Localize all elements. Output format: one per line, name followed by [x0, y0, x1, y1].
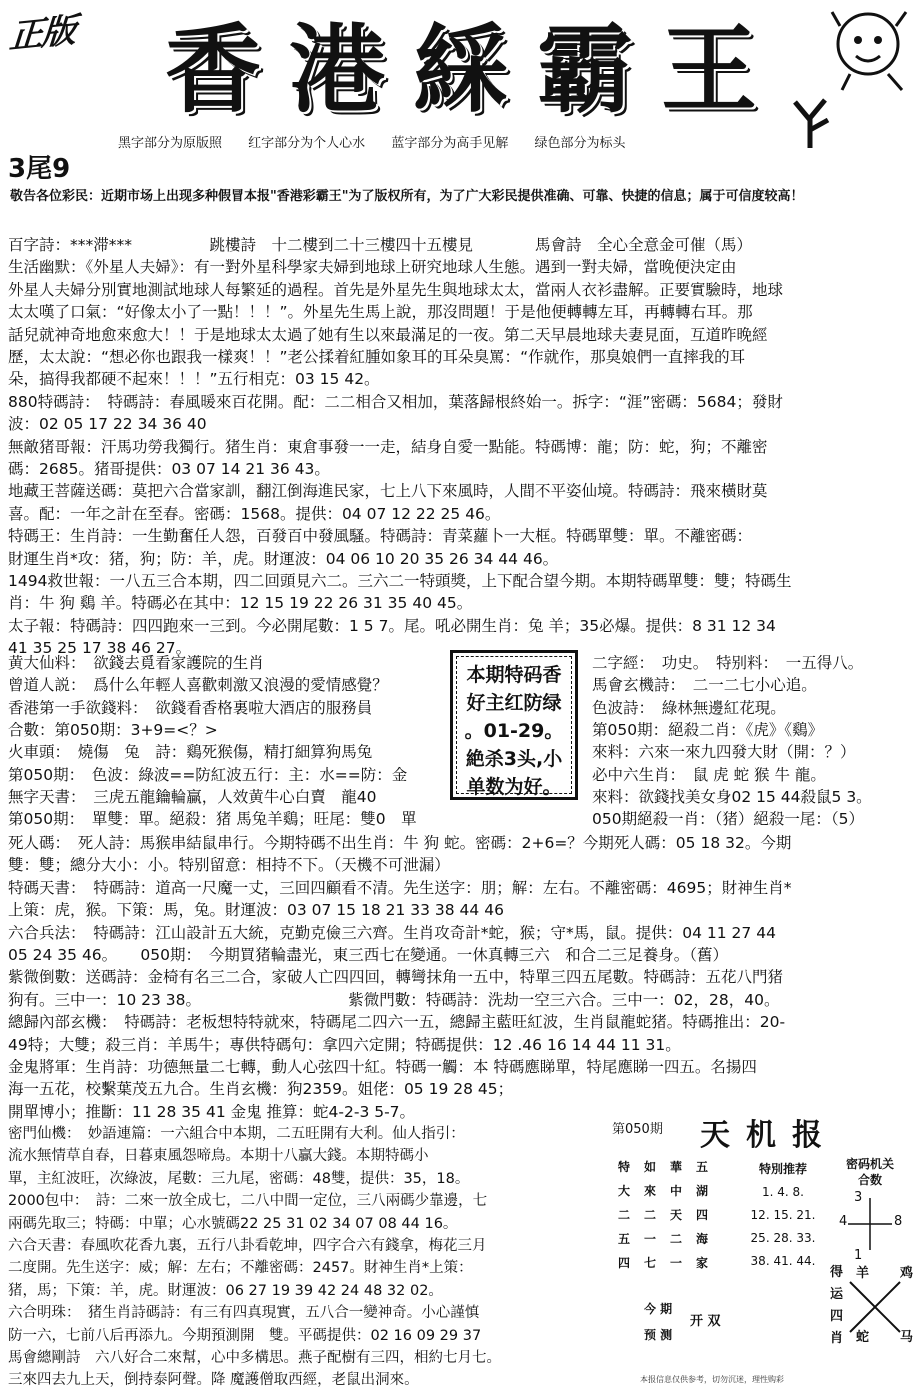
- tianji-title: 天机报: [700, 1118, 838, 1153]
- text-line: 外星人夫婦分別實地測試地球人每繁延的過程。首先是外星先生與地球太太，當兩人衣衫盡解。正要實驗時，地球: [8, 280, 784, 299]
- recommend-block: [748, 1158, 818, 1273]
- special-box: [450, 650, 578, 800]
- grid-char: 七: [644, 1256, 657, 1270]
- bottom-line: 2000包中： 詩：二來一放全成七，二八中間一定位，三八兩碼少靠邊，七: [8, 1193, 488, 1210]
- recommend-value: 12. 15. 21.: [750, 1208, 816, 1222]
- recommend-value: 38. 41. 44.: [750, 1254, 816, 1268]
- right-col-line: 來料：六來一來九四發大財（開：？）: [592, 743, 856, 762]
- recommend-title: 特別推荐: [758, 1162, 807, 1176]
- mima-num: 1: [854, 1248, 863, 1263]
- bottom-line: 猪，馬；下策：羊，虎。財運波：06 27 19 39 42 24 48 32 02。: [8, 1282, 443, 1299]
- logo-text: 正版: [7, 10, 76, 58]
- bottom-line: 流水無情草自春，日暮東風怨啼鳥。本期十八贏大錢。本期特碼小: [8, 1148, 429, 1165]
- predict-label: 今 期: [644, 1302, 673, 1316]
- cross-figure: [840, 1192, 903, 1252]
- grid-char: 二: [618, 1208, 631, 1222]
- grid-char: 家: [696, 1256, 709, 1270]
- cross-label: 肖: [830, 1331, 844, 1346]
- grid-char: 華: [670, 1160, 683, 1174]
- right-col-line: 必中六生肖： 鼠 虎 蛇 猴 牛 龍。: [592, 765, 826, 784]
- text-line: 朵，搞得我都硬不起來！！！”五行相克：03 15 42。: [8, 370, 380, 389]
- cross-label: 运: [830, 1287, 844, 1302]
- mima-num: 4: [839, 1214, 848, 1229]
- cross-label: 羊: [856, 1266, 870, 1281]
- mima-block: [830, 1156, 910, 1188]
- text-line: 05 24 35 46。 050期： 今期買猪輪盡光，東三西七在變通。一休真轉三六 和合二三足養身。（舊）: [8, 946, 729, 964]
- legend-item: 绿色部分为标头: [534, 136, 626, 151]
- right-col-line: 050期絕殺一肖：（猪）絕殺一尾：（5）: [592, 810, 864, 829]
- predict-value: 开 双: [690, 1314, 721, 1329]
- bottom-line: 六合明珠： 猪生肖詩碼詩：有三有四真現實，五八合一變神奇。小心謹慎: [8, 1305, 480, 1322]
- text-line: 碼：2685。猪哥提供：03 07 14 21 36 43。: [8, 460, 330, 478]
- right-col-line: 第050期：絕殺二肖：《虎》《鷄》: [592, 720, 824, 739]
- box-line: 本期特码香: [466, 664, 562, 686]
- mima-num: 3: [854, 1190, 863, 1205]
- mima-title: 密码机关: [845, 1157, 894, 1171]
- mascot-icon: [828, 6, 910, 92]
- text-line: 歷，太太說：“想必你也跟我一樣爽！！”老公揉着紅腫如象耳的耳朵臭罵：“作就作，那臭娘們一直摔我的耳: [8, 348, 746, 366]
- bottom-line: 馬會總剛詩 六八好合二來幫，心中多構思。燕子配樹有三四，相約七月七。: [8, 1350, 501, 1366]
- text-line: 死人碼： 死人詩：馬猴串結鼠串行。今期特碼不出生肖：牛 狗 蛇。密碼：2+6=？今期死人碼：05 18 32。今期: [8, 834, 792, 852]
- text-line: 話兒就神奇地愈來愈大！！于是地球太太過了她有生以來最滿足的一夜。第二天早晨地球夫妻見面，互道昨晚經: [8, 325, 768, 344]
- left-col-line: 第050期： 單雙：單。絕殺：猪 馬兔羊鷄；旺尾：雙0 單: [8, 810, 417, 829]
- cross-col-left: [830, 1262, 843, 1350]
- bottom-line: 兩碼先取三；特碼：中單；心水號碼22 25 31 02 34 07 08 44 16。: [8, 1215, 458, 1232]
- grid-char: 大: [618, 1184, 631, 1198]
- left-col-line: 火車頭： 燒傷 兔 詩：鷄死猴傷，精打細算狗馬兔: [8, 743, 373, 762]
- text-line: 金鬼將軍：生肖詩：功德無量二七轉，動人心弦四十紅。特碼一觸：本 特碼應睇單，特尾應睇一四五。名揚四: [8, 1058, 757, 1076]
- grid-char: 四: [696, 1208, 709, 1222]
- left-col-line: 合數：第050期：3+9=<？>: [8, 720, 218, 739]
- box-line: 单数为好。: [466, 776, 562, 798]
- cross-label: 马: [900, 1330, 914, 1345]
- text-line: 海一五花，校繫葉茂五九合。生肖玄機：狗2359。姐佬：05 19 28 45；: [8, 1080, 514, 1099]
- text-line: 開單博小；推斷：11 28 35 41 金鬼 推算：蛇4-2-3 5-7。: [8, 1102, 416, 1121]
- grid-char: 中: [670, 1184, 683, 1198]
- text-line: 雙：雙；總分大小：小。特别留意：相持不下。（天機不可泄漏）: [8, 856, 450, 875]
- left-col-line: 第050期： 色波：綠波==防紅波五行：主：水==防：金: [8, 765, 408, 784]
- grid-char: 天: [670, 1208, 683, 1222]
- bottom-line: 三來四去九上天，倒持泰阿聲。降 魔護僧取西經，老鼠出洞來。: [8, 1372, 419, 1389]
- predict-label: 预 测: [644, 1328, 673, 1342]
- text-line: 生活幽默：《外星人夫婦》：有一對外星科學家夫婦到地球上研究地球人生態。遇到一對夫婦，當晚便決定由: [8, 258, 737, 277]
- legend-item: 红字部分为个人心水: [248, 136, 366, 151]
- cross-label: 四: [830, 1309, 844, 1324]
- legend-item: 黑字部分为原版照: [118, 136, 223, 151]
- text-line: 880特碼詩： 特碼詩：春風暖來百花開。配：二二相合又相加，葉落歸根終始一。拆字：“涯”密碼：5684；發財: [8, 392, 783, 411]
- tianji-grid: [618, 1158, 726, 1278]
- right-col-line: 馬會玄機詩： 二一二七小心追。: [592, 676, 817, 695]
- text-line: 財運生肖*攻：猪，狗；防：羊，虎。財運波：04 06 10 20 35 26 34 44 46。: [8, 549, 559, 568]
- box-line: 。01-29。: [464, 720, 564, 742]
- right-col-line: 二字經： 功史。 特别料： 一五得八。: [592, 654, 864, 672]
- bottom-line: 二度開。先生送字：威；解：左右；不離密碼：2457。財神生肖*上策：: [8, 1260, 473, 1277]
- text-line: 41 35 25 17 38 46 27。: [8, 639, 192, 658]
- box-line: 絶杀3头,小: [465, 748, 563, 770]
- tree-icon: [780, 90, 840, 150]
- issue-tail-label: 3尾9: [8, 154, 71, 184]
- text-line: 特碼王：生肖詩：一生勤奮任人怨，百發百中發風騷。特碼詩：青菜蘿卜一大框。特碼單雙：單。不離密碼：: [8, 527, 753, 546]
- left-col-line: 曾道人説： 爲什么年輕人喜歡刺激又浪漫的愛情感覺？: [8, 676, 388, 695]
- cross-label: 鸡: [900, 1266, 914, 1281]
- cross-label: 蛇: [856, 1330, 870, 1345]
- grid-char: 五: [618, 1232, 631, 1246]
- right-col-line: 色波詩： 綠林無邊紅花現。: [592, 698, 786, 717]
- recommend-value: 25. 28. 33.: [750, 1231, 816, 1245]
- footer-text: 本报信息仅供参考，切勿沉迷，理性购彩: [640, 1375, 784, 1384]
- grid-char: 五: [696, 1160, 709, 1174]
- grid-char: 特: [618, 1160, 631, 1174]
- grid-char: 如: [644, 1160, 657, 1174]
- text-line: 百字詩：***滞*** 跳樓詩 十二樓到二十三樓四十五樓見 馬會詩 全心全意金可催（馬）: [8, 236, 753, 254]
- tianji-issue: 第050期: [612, 1122, 663, 1137]
- left-col-line: 香港第一手欲錢料： 欲錢看香格裏啦大酒店的服務員: [8, 698, 373, 717]
- text-line: 紫微倒數：送碼詩：金椅有名三二合，家破人亡四四回，轉彎抹角一五中，特單三四五尾數。特碼詩：五花八門猪: [8, 968, 784, 987]
- bottom-line: 防一六，七前八后再添九。今期預測開 雙。平碼提供：02 16 09 29 37: [8, 1327, 482, 1344]
- left-col-line: 無字天書： 三虎五龍鑰輪贏，人效黄牛心白賣 龍40: [8, 787, 377, 806]
- text-line: 特碼天書： 特碼詩：道高一尺魔一丈，三回四顧看不清。先生送字：朋；解：左右。不離密碼：4695；財神生肖*: [8, 878, 792, 897]
- notice-text: 敬告各位彩民：近期市场上出现多种假冒本报"香港彩霸王"为了版权所有，为了广大彩民提供准确、可靠、快捷的信息；属于可信度较高！: [10, 189, 804, 204]
- grid-char: 湖: [696, 1184, 709, 1198]
- grid-char: 來: [644, 1184, 657, 1198]
- color-legend: [118, 132, 625, 151]
- grid-char: 一: [644, 1232, 657, 1246]
- bottom-line: 六合天書：春風吹花香九裏，五行八卦看乾坤，四字合六有錢拿，梅花三月: [8, 1238, 487, 1254]
- text-line: 太太嘆了口氣：“好像太小了一點！！！”。外星先生馬上說，那沒問題！于是他便轉轉左耳，再轉轉右耳。那: [8, 303, 753, 322]
- bottom-line: 密門仙機： 妙語連篇：一六組合中本期，二五旺開有大利。仙人指引：: [8, 1126, 465, 1142]
- box-line: 好主红防绿: [466, 692, 562, 714]
- text-line: 49特；大雙；殺三肖：羊馬牛；專供特碼句：拿四六定開；特碼提供：12 .46 16 14 44 11 31。: [8, 1035, 681, 1054]
- text-line: 1494救世報：一八五三合本期，四二回頭見六二。三六二一特頭獎，上下配合望今期。本期特碼單雙：雙；特碼生: [8, 572, 792, 590]
- text-line: 總歸內部玄機： 特碼詩：老板想特特就來，特碼尾二四六一五，總歸主藍旺紅波，生肖鼠龍蛇猪。特碼推出：20-: [8, 1013, 786, 1032]
- text-line: 六合兵法： 特碼詩：江山設計五大統，克勤克儉三六齊。生肖攻奇計*蛇，猴；守*馬，鼠。提供：04 11 27 44: [8, 923, 776, 942]
- text-line: 上策：虎，猴。下策：馬，兔。財運波：03 07 15 18 21 33 38 44 46: [8, 901, 504, 920]
- bottom-line: 單，主紅波旺，次綠波，尾數：三九尾，密碼：48雙，提供：35，18。: [8, 1170, 470, 1187]
- text-line: 喜。配：一年之計在至春。密碼：1568。提供：04 07 12 22 25 46。: [8, 504, 501, 523]
- mima-num: 8: [894, 1214, 903, 1229]
- text-line: 波：02 05 17 22 34 36 40: [8, 415, 207, 434]
- grid-char: 四: [618, 1256, 631, 1270]
- right-col-line: 來料：欲錢找美女身02 15 44殺鼠5 3。: [592, 787, 872, 806]
- left-col-line: 黄大仙料： 欲錢去覓看家護院的生肖: [8, 654, 264, 672]
- grid-char: 一: [670, 1256, 683, 1270]
- grid-char: 二: [644, 1208, 657, 1222]
- text-line: 地藏王菩薩送碼：莫把六合當家訓，翻江倒海進民家，七上八下來風時，人間不平姿仙境。特碼詩：飛來橫財莫: [8, 482, 768, 501]
- page-title: 香港綵霸王: [165, 14, 785, 126]
- mima-sub: 合数: [857, 1173, 882, 1187]
- recommend-value: 1. 4. 8.: [762, 1185, 804, 1199]
- legend-item: 蓝字部分为高手见解: [391, 136, 509, 151]
- text-line: 狗有。三中一：10 23 38。 紫微門數：特碼詩：洗劫一空三六合。三中一：02，28，40。: [8, 990, 780, 1009]
- cross-label: 得: [830, 1265, 844, 1280]
- grid-char: 二: [670, 1232, 683, 1246]
- text-line: 太子報：特碼詩：四四跑來一三到。今必開尾數：1 5 7。尾。吼必開生肖：兔 羊；35必爆。提供：8 31 12 34: [8, 616, 776, 635]
- text-line: 肖：牛 狗 鷄 羊。特碼必在其中：12 15 19 22 26 31 35 40 45。: [8, 594, 473, 613]
- grid-char: 海: [696, 1232, 709, 1246]
- text-line: 無敵猪哥報：汗馬功勞我獨行。猪生肖：東倉事發一一走，結身自愛一點能。特碼博：龍；防：蛇，狗；不離密: [8, 437, 768, 456]
